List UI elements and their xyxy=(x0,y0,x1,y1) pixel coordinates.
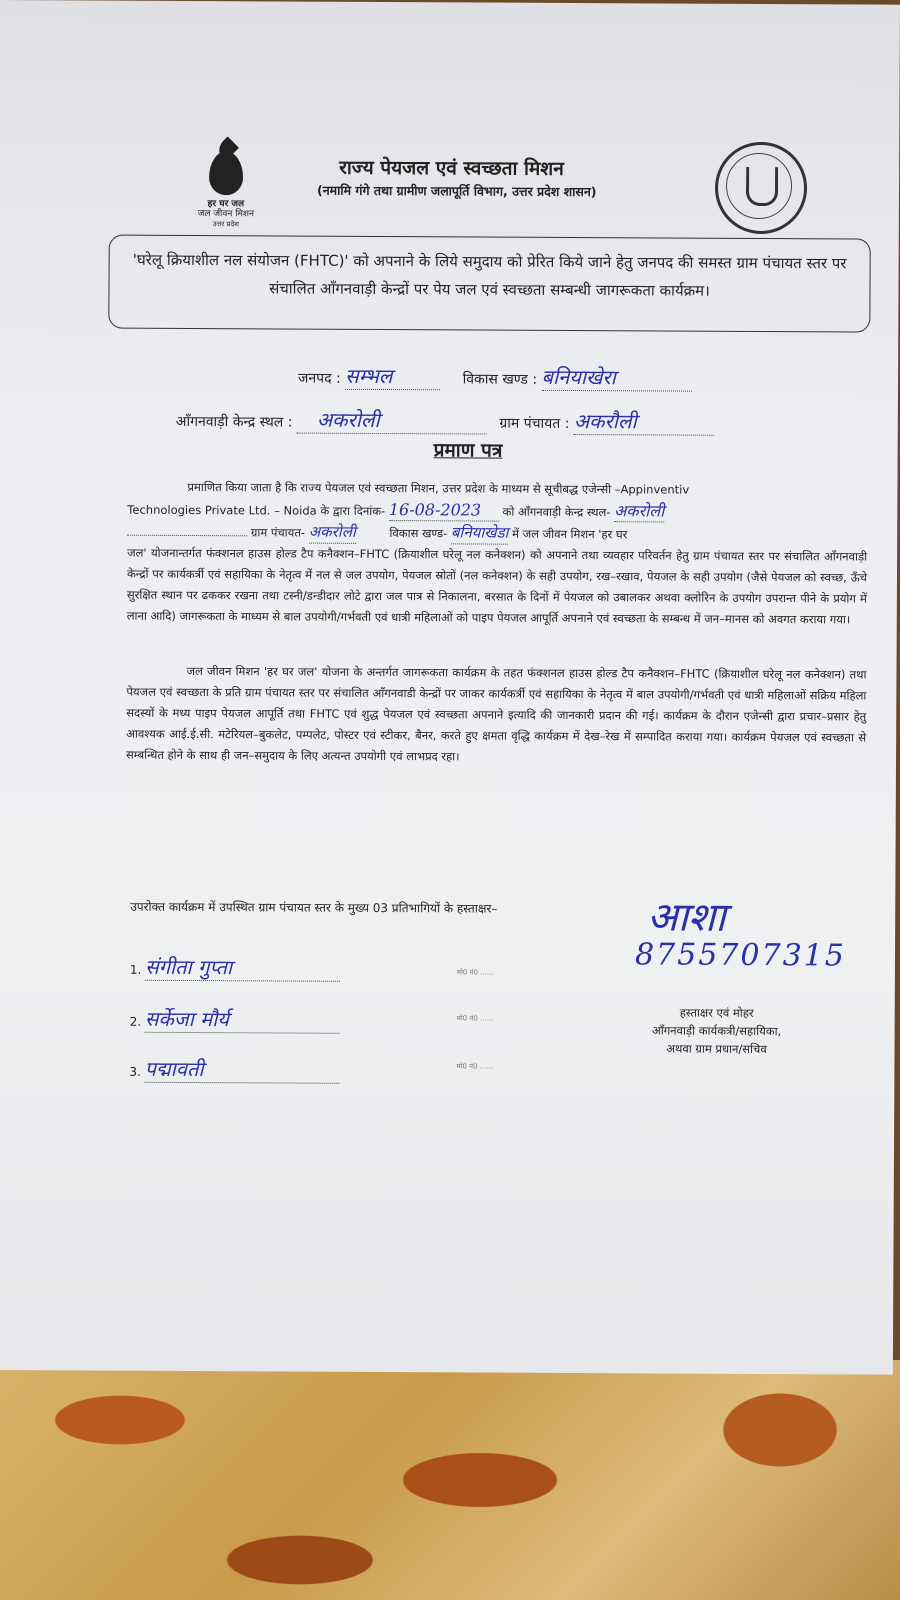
gp-value: अकरोली xyxy=(309,522,356,544)
vk-value: बनियाखेडा xyxy=(451,522,509,544)
certificate-heading: प्रमाण पत्र xyxy=(433,439,503,462)
para1-text-c: को आँगनवाड़ी केन्द्र स्थल- xyxy=(502,504,611,520)
program-date-value: 16-08-2023 xyxy=(389,499,499,522)
participant-1 xyxy=(130,953,340,982)
para1-text-b: Technologies Private Ltd. – Noida के द्वारा दिनांक- xyxy=(127,502,386,519)
har-ghar-jal-logo xyxy=(191,151,261,229)
signer-phone-handwritten: 8755707315 xyxy=(634,937,846,974)
anganwadi-value: अकरोली xyxy=(316,407,380,432)
gram-panchayat-value: अकरौली xyxy=(573,409,637,434)
participant-1-phone-label: मो0 नं0 ...... xyxy=(456,968,494,977)
para1-text-d: ग्राम पंचायत- xyxy=(250,525,306,540)
janpad-label: जनपद : xyxy=(297,370,341,387)
signer-caption-3: अथवा ग्राम प्रधान/सचिव xyxy=(666,1041,767,1057)
signer-caption-1: हस्ताक्षर एवं मोहर xyxy=(679,1005,754,1020)
participant-1-signature: संगीता गुप्ता xyxy=(145,953,340,982)
participant-2-signature: सर्केजा मौर्य xyxy=(145,1005,340,1034)
logo-caption-3: उत्तर प्रदेश xyxy=(212,220,239,229)
logo-caption-1: हर घर जल xyxy=(207,199,245,210)
vikas-khand-label: विकास खण्ड : xyxy=(462,371,538,388)
certificate-paragraph-2: जल जीवन मिशन 'हर घर जल' योजना के अन्तर्गत जागरूकता कार्यक्रम के तहत फंक्शनल हाउस होल्ड टैप कनैक्शन–FHTC (क्रियाशील घरेलू नल कनेक्शन) तथा पेयजल एवं स्वच्छता के प्रति ग्राम पंचायत स्तर पर संचालित आँगनवाडी केन्द्रों पर जाकर कार्यकर्त्री एवं सहायिका के नेतृत्व में बाल उपयोगी/गर्भवती एवं धात्री महिलाओं सक्रिय महिला सदस्यों के मध्य पाइप पेयजल आपूर्ति तथा FHTC एवं शुद्ध पेयजल एवं स्वच्छता अपनाने इत्यादि की जानकारी प्रदान की गई। कार्यक्रम के दौरान एजेन्सी द्वारा प्रचार–प्रसार हेतु आवश्यक आई.ई.सी. मटेरियल–बुकलेट, पम्पलेट, पोस्टर एवं स्टीकर, बैनर, करते हुए क्षमता वृद्धि कार्यक्रम में देख–रेख में सम्पादित कराया गया। कार्यक्रम पेयजल एवं स्वच्छता से सम्बन्धित होने के साथ ही जन–समुदाय के लिए अत्यन्त उपयोगी एवं लाभप्रद रहा। xyxy=(126,663,867,764)
participant-2-phone-label: मो0 नं0 ...... xyxy=(456,1014,494,1023)
janpad-value: सम्भल xyxy=(345,363,393,389)
para1-text-f: में जल जीवन मिशन 'हर घर xyxy=(512,526,628,542)
signer-caption-2: आँगनवाड़ी कार्यकत्री/सहायिका, xyxy=(651,1023,782,1039)
program-banner-text: 'घरेलू क्रियाशील नल संयोजन (FHTC)' को अपनाने के लिये समुदाय को प्रेरित किये जाने हेतु जनपद की समस्त ग्राम पंचायत स्तर पर संचालित आँगनवाड़ी केन्द्रों पर पेय जल एवं स्वच्छता सम्बन्धी जागरूकता कार्यक्रम। xyxy=(132,250,847,300)
fabric-background xyxy=(0,1360,900,1600)
anganwadi-label: आँगनवाड़ी केन्द्र स्थल : xyxy=(175,413,293,431)
certificate-paragraph-1 xyxy=(127,477,868,631)
mission-subtitle: (नमामि गंगे तथा ग्रामीण जलापूर्ति विभाग, उत्तर प्रदेश शासन) xyxy=(316,182,597,200)
gram-panchayat-label: ग्राम पंचायत : xyxy=(499,415,570,432)
participant-3-number: 3. xyxy=(129,1064,141,1079)
mission-title: राज्य पेयजल एवं स्वच्छता मिशन xyxy=(339,156,564,180)
janpad-field xyxy=(345,362,440,390)
anganwadi-field xyxy=(297,406,487,435)
para1-line-a: प्रमाणित किया जाता है कि राज्य पेयजल एवं स्वच्छता मिशन, उत्तर प्रदेश के माध्यम से सूचीबद्ध एजेन्सी –Appinventiv xyxy=(187,479,690,497)
signer-name-handwritten: आशा xyxy=(647,894,726,941)
participant-3-signature: पद्मावती xyxy=(145,1055,340,1084)
program-banner xyxy=(108,235,870,333)
site-value: अकरोली xyxy=(614,501,665,521)
participant-2-number: 2. xyxy=(129,1014,142,1029)
gram-panchayat-field xyxy=(574,407,714,436)
vikas-khand-field xyxy=(542,363,692,392)
signer-caption xyxy=(616,1003,816,1058)
logo-caption-2: जल जीवन मिशन xyxy=(197,209,255,220)
participant-2 xyxy=(130,1005,340,1034)
water-drop-icon xyxy=(209,151,243,195)
participant-3-phone-label: मो0 नं0 ...... xyxy=(456,1062,494,1071)
anganwadi-row xyxy=(176,405,714,436)
para1-body: जल' योजनान्तर्गत फंक्शनल हाउस होल्ड टैप कनैक्शन–FHTC (क्रियाशील घरेलू नल कनेक्शन) को अपनाने तथा व्यवहार परिवर्तन हेतु ग्राम पंचायत स्तर पर संचालित आँगनवाड़ी केन्द्रों पर कार्यकर्त्री एवं सहायिका के नेतृत्व में नल से जल उपयोग, पेयजल स्रोतों (नल कनेक्शन) के सही उपयोग, रख–रखाव, पेयजल के सही उपयोग (जैसे पेयजल को स्वच्छ, ऊँचे सुरक्षित स्थान पर ढककर रखना तथा टस्नी/डन्डीदार लोटे द्वारा जल पात्र से निकालना, बरसात के दिनों में पेयजल को उबालकर अथवा क्लोरिन के उपयोग उपरान्त पीने के प्रयोग में लाना आदि) जागरूकता के माध्यम से बाल उपयोगी/गर्भवती एवं धात्री महिलाओं को पाइप पेयजल आपूर्ति अपनाने एवं स्वच्छता के सम्बन्ध में जन–मानस को अवगत कराया गया। xyxy=(126,545,868,627)
janpad-row xyxy=(298,362,692,392)
participant-1-number: 1. xyxy=(129,962,142,977)
vikas-khand-value: बनियाखेरा xyxy=(541,364,616,390)
para1-blank xyxy=(127,535,247,537)
up-government-emblem-icon xyxy=(715,142,807,234)
participants-intro: उपरोक्त कार्यक्रम में उपस्थित ग्राम पंचायत स्तर के मुख्य 03 प्रतिभागियों के हस्ताक्षर– xyxy=(130,899,498,916)
participant-3 xyxy=(129,1055,339,1084)
para1-text-e: विकास खण्ड- xyxy=(389,526,448,541)
